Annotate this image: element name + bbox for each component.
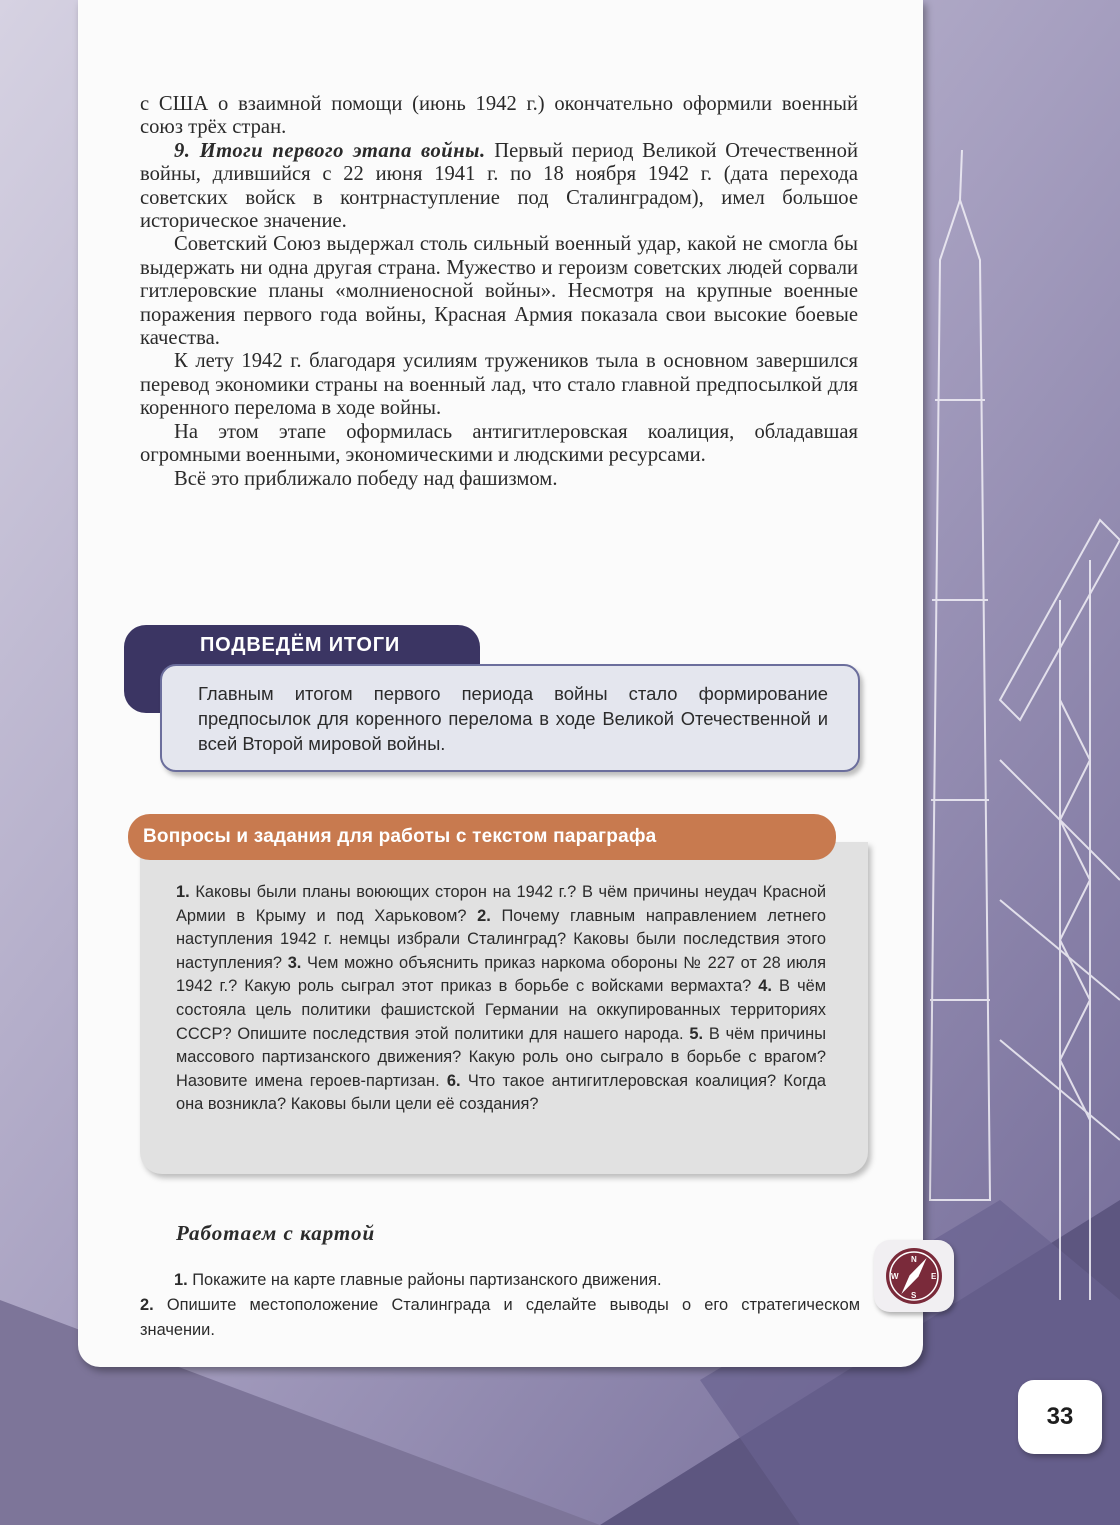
question-number: 5. — [689, 1024, 704, 1043]
map-section-title: Работаем с картой — [176, 1221, 376, 1245]
question-text: В чём причины массового партизанского движения? Какую роль оно сыграло в борьбе с врагом? Назовите имена героев-партизан. — [176, 1024, 826, 1090]
question-number: 3. — [287, 953, 302, 972]
question-text: Почему главным направлением летнего наступления 1942 г. немцы избрали Сталинград? Каковы были последствия этого наступления? — [176, 906, 826, 972]
compass-icon — [874, 1240, 954, 1312]
paragraph: Советский Союз выдержал столь сильный военный удар, какой не смогла бы выдержать ни одна другая страна. Мужество и героизм советских людей сорвали гитлеровские планы «молниеносной войны». Несмотря на крупные военные поражения первого года войны, Красная Армия показала свои высокие боевые качества. — [140, 233, 858, 350]
question-number: 1. — [176, 883, 190, 901]
paragraph: с США о взаимной помощи (июнь 1942 г.) окончательно оформили военный союз трёх стран. — [140, 93, 858, 139]
paragraph-section-9 — [140, 140, 858, 234]
paragraph: К лету 1942 г. благодаря усилиям тружеников тыла в основном завершился перевод экономики страны на военный лад, что стало главной предпосылкой для коренного перелома в ходе войны. — [140, 350, 858, 420]
questions-text — [176, 881, 826, 1117]
questions-title: Вопросы и задания для работы с текстом параграфа — [143, 826, 657, 847]
map-task — [140, 1293, 860, 1343]
compass-s: S — [911, 1291, 917, 1300]
section-heading: 9. Итоги первого этапа войны. — [174, 139, 486, 162]
question-text: Что такое антигитлеровская коалиция? Когда она возникла? Каковы были цели её создания? — [176, 1071, 826, 1114]
summary-title: ПОДВЕДЁМ ИТОГИ — [200, 634, 401, 656]
question-text: В чём состояла цель политики фашистской Германии на оккупированных территориях СССР? Опишите последствия этой политики для нашего народа. — [176, 977, 826, 1043]
compass-w: W — [891, 1272, 899, 1281]
paragraph-text: Первый период Великой Отечественной войны, длившийся с 22 июня 1941 г. по 18 ноября 1942 г. (дата перехода советских войск в контрнаступление под Сталинградом), имел большое историческое значение. — [140, 139, 858, 233]
map-task — [140, 1268, 860, 1293]
question-number: 6. — [446, 1071, 461, 1090]
task-number: 2. — [140, 1296, 154, 1314]
summary-text: Главным итогом первого периода войны стало формирование предпосылок для коренного перелома в ходе Великой Отечественной и всей Второй мировой войны. — [198, 683, 828, 754]
task-text: Покажите на карте главные районы партизанского движения. — [187, 1271, 662, 1289]
question-number: 4. — [758, 977, 772, 996]
task-number: 1. — [174, 1271, 188, 1289]
question-text: Каковы были планы воюющих сторон на 1942 г.? В чём причины неудач Красной Армии в Крыму и под Харьковом? — [176, 883, 826, 925]
page-number: 33 — [1018, 1380, 1102, 1454]
question-text: Чем можно объяснить приказ наркома обороны № 227 от 28 июля 1942 г.? Какую роль сыграл этот приказ в борьбе с войсками вермахта? — [176, 953, 826, 996]
compass-e: E — [931, 1272, 937, 1281]
paragraph: На этом этапе оформилась антигитлеровская коалиция, обладавшая огромными военными, экономическими и людскими ресурсами. — [140, 420, 858, 467]
paragraph: Всё это приближало победу над фашизмом. — [174, 467, 558, 490]
question-number: 2. — [477, 906, 491, 925]
task-text: Опишите местоположение Сталинграда и сделайте выводы о его стратегическом значении. — [140, 1296, 860, 1339]
map-tasks — [140, 1268, 860, 1343]
compass-n: N — [911, 1255, 917, 1264]
body-text — [140, 93, 858, 491]
